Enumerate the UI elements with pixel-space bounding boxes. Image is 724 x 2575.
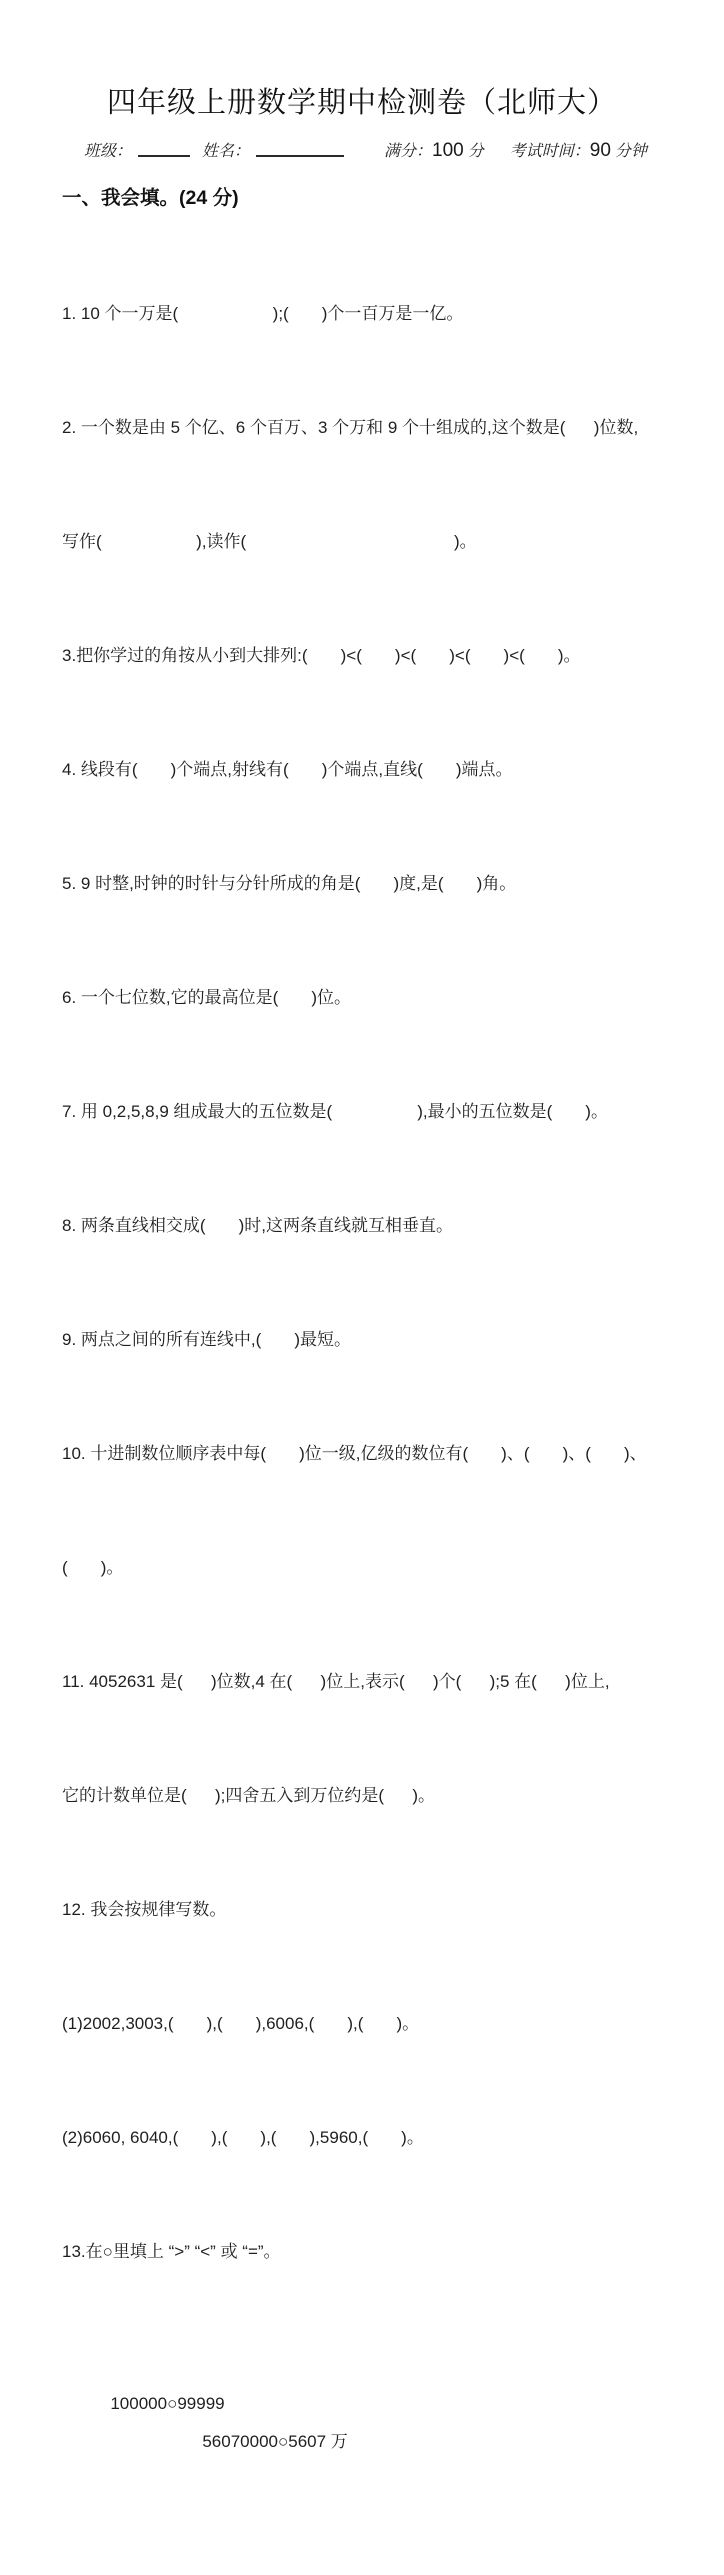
page-title: 四年级上册数学期中检测卷（北师大） (106, 87, 617, 119)
exam-time-value: 90 (589, 140, 611, 161)
question-line-12: 12. 我会按规律写数。 (62, 1900, 227, 1919)
question-line-12-sub2: (2)6060, 6040,( ),( ),( ),5960,( )。 (62, 2128, 424, 2147)
question-line-1: 1. 10 个一万是( );( )个一百万是一亿。 (62, 304, 464, 323)
full-score-unit: 分 (463, 143, 484, 160)
question-line-11: 11. 4052631 是( )位数,4 在( )位上,表示( )个( );5 在( )位上, (62, 1672, 610, 1691)
question-line-13: 13.在○里填上 “>” “<” 或 “=”。 (62, 2242, 281, 2261)
full-score-label: 满分： (384, 143, 433, 160)
question-line-8: 8. 两条直线相交成( )时,这两条直线就互相垂直。 (62, 1216, 454, 1235)
compare-item-left: 100000○99999 (110, 2394, 225, 2413)
full-score-value: 100 (432, 140, 464, 161)
question-line-3: 3.把你学过的角按从小到大排列:( )<( )<( )<( )<( )。 (62, 646, 581, 665)
question-line-5: 5. 9 时整,时钟的时针与分针所成的角是( )度,是( )角。 (62, 874, 517, 893)
question-line-6: 6. 一个七位数,它的最高位是( )位。 (62, 988, 352, 1007)
question-line-9: 9. 两点之间的所有连线中,( )最短。 (62, 1330, 352, 1349)
exam-time-unit: 分钟 (610, 143, 647, 160)
section-one-heading: 一、我会填。(24 分) (62, 187, 239, 209)
question-line-2-cont: 写作( ),读作( )。 (62, 532, 477, 551)
question-13-compare-row (62, 2347, 724, 2499)
question-line-10: 10. 十进制数位顺序表中每( )位一级,亿级的数位有( )、( )、( )、 (62, 1444, 647, 1463)
class-blank-line (138, 141, 190, 157)
student-info-row (84, 138, 724, 162)
compare-item-right: 56070000○5607 万 (202, 2432, 348, 2451)
question-line-7: 7. 用 0,2,5,8,9 组成最大的五位数是( ),最小的五位数是( )。 (62, 1102, 608, 1121)
class-label: 班级： (84, 143, 133, 160)
question-line-2: 2. 一个数是由 5 个亿、6 个百万、3 个万和 9 个十组成的,这个数是( )位数, (62, 418, 639, 437)
question-line-12-sub1: (1)2002,3003,( ),( ),6006,( ),( )。 (62, 2014, 420, 2033)
exam-time-label: 考试时间： (509, 143, 590, 160)
question-line-11-cont: 它的计数单位是( );四舍五入到万位约是( )。 (62, 1786, 436, 1805)
questions-list (62, 219, 724, 2575)
name-blank-line (256, 141, 344, 157)
question-line-10-cont: ( )。 (62, 1558, 124, 1577)
question-line-4: 4. 线段有( )个端点,射线有( )个端点,直线( )端点。 (62, 760, 513, 779)
name-label: 姓名： (202, 143, 251, 160)
